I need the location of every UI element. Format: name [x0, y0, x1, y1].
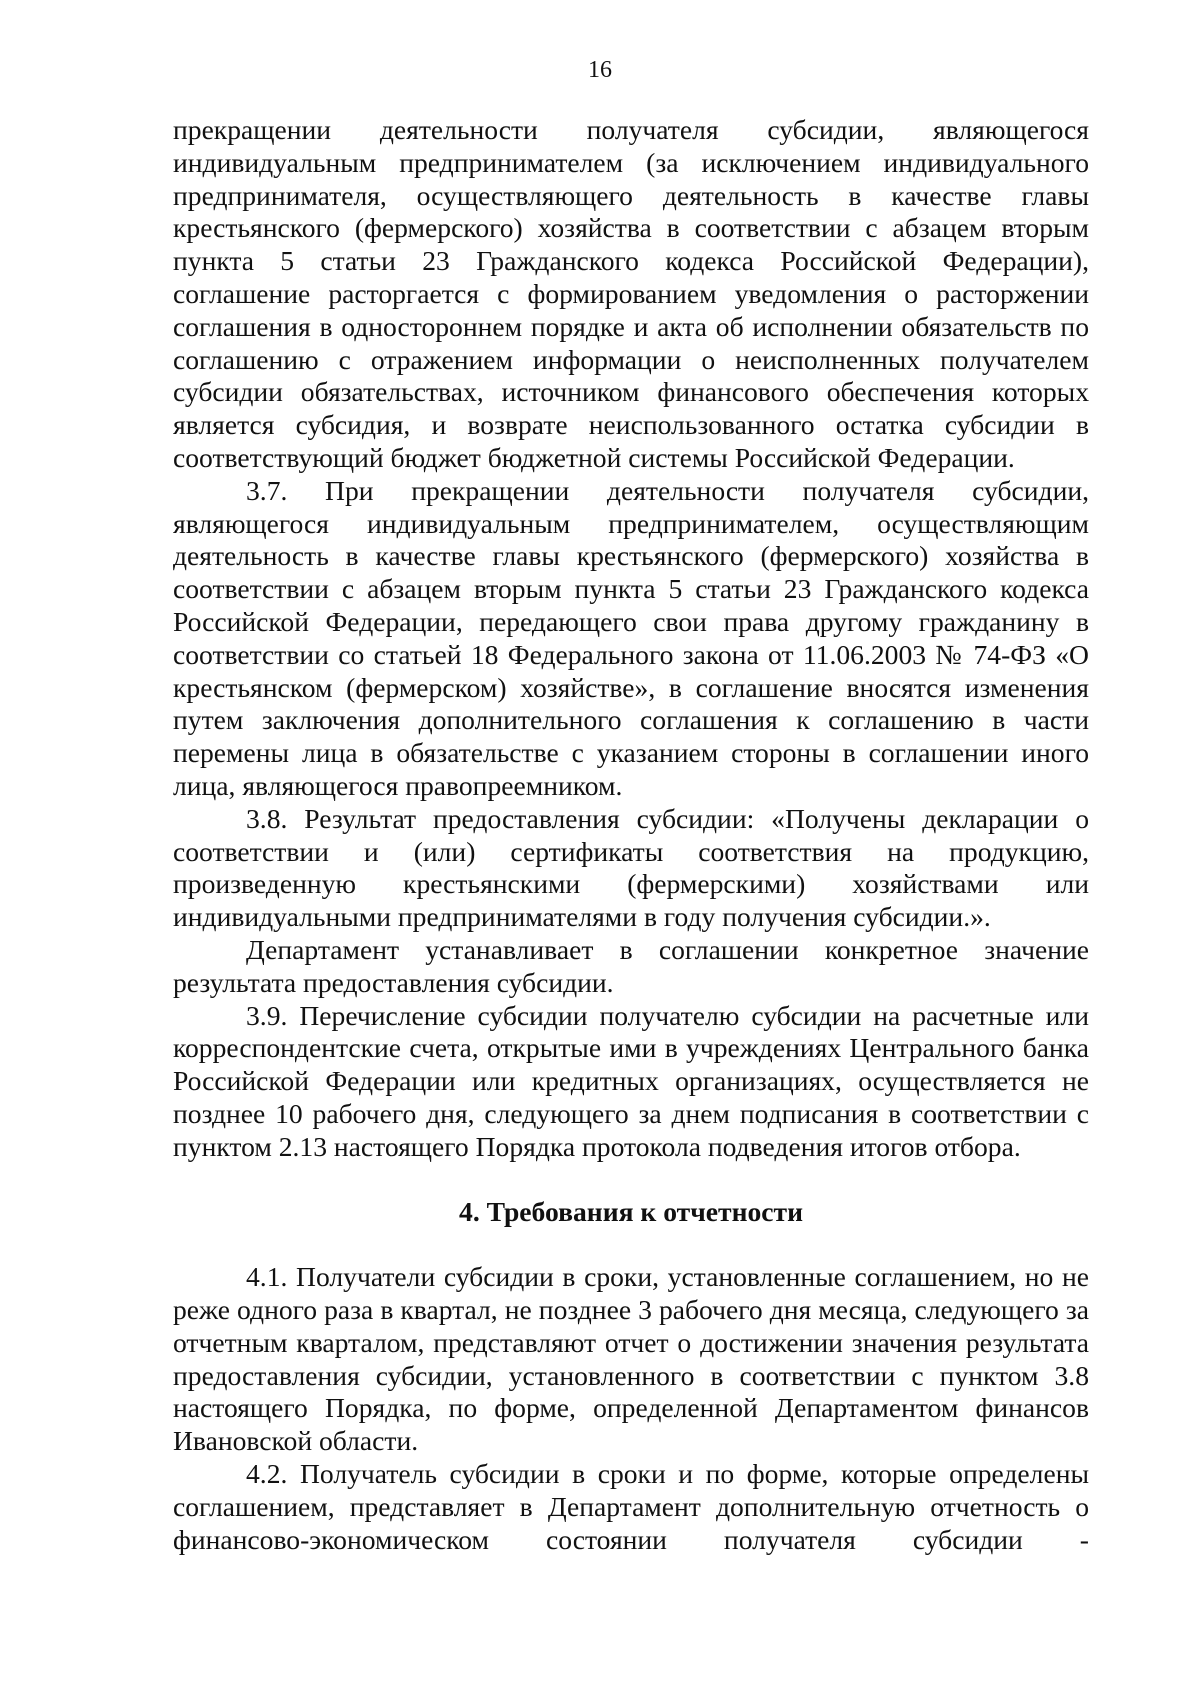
paragraph-continuation: прекращении деятельности получателя субсидии, являющегося индивидуальным предпринимателем (за исключением индивидуального предпринимателя, осуществляющего деятельность в качестве главы крестьянского (фермерского) хозяйства в соответствии с абзацем вторым пункта 5 статьи 23 Гражданского кодекса Российской Федерации), соглашение расторгается с формированием уведомления о расторжении соглашения в одностороннем порядке и акта об исполнении обязательств по соглашению с отражением информации о неисполненных получателем субсидии обязательствах, источником финансового обеспечения которых является субсидия, и возврате неиспользованного остатка субсидии в соответствующий бюджет бюджетной системы Российской Федерации. — [173, 114, 1089, 473]
document-body — [173, 114, 1089, 1556]
paragraph-4-1: 4.1. Получатели субсидии в сроки, установленные соглашением, но не реже одного раза в квартал, не позднее 3 рабочего дня месяца, следующего за отчетным кварталом, представляют отчет о достижении значения результата предоставления субсидии, установленного в соответствии с пунктом 3.8 настоящего Порядка, по форме, определенной Департаментом финансов Ивановской области. — [173, 1261, 1089, 1457]
paragraph-3-8-department: Департамент устанавливает в соглашении конкретное значение результата предоставления субсидии. — [173, 933, 1089, 998]
paragraph-3-8: 3.8. Результат предоставления субсидии: «Получены декларации о соответствии и (или) сертификаты соответствия на продукцию, произведенную крестьянскими (фермерскими) хозяйствами или индивидуальными предпринимателями в году получения субсидии.». — [173, 802, 1089, 933]
paragraph-3-7: 3.7. При прекращении деятельности получателя субсидии, являющегося индивидуальным предпринимателем, осуществляющим деятельность в качестве главы крестьянского (фермерского) хозяйства в соответствии с абзацем вторым пункта 5 статьи 23 Гражданского кодекса Российской Федерации, передающего свои права другому гражданину в соответствии со статьей 18 Федерального закона от 11.06.2003 № 74-ФЗ «О крестьянском (фермерском) хозяйстве», в соглашение вносятся изменения путем заключения дополнительного соглашения к соглашению в части перемены лица в обязательстве с указанием стороны в соглашении иного лица, являющегося правопреемником. — [173, 474, 1089, 801]
page-number: 16 — [588, 57, 612, 83]
paragraph-4-2: 4.2. Получатель субсидии в сроки и по форме, которые определены соглашением, представляет в Департамент дополнительную отчетность о финансово-экономическом состоянии получателя субсидии - — [173, 1458, 1089, 1555]
paragraph-3-9: 3.9. Перечисление субсидии получателю субсидии на расчетные или корреспондентские счета, открытые ими в учреждениях Центрального банка Российской Федерации или кредитных организациях, осуществляется не позднее 10 рабочего дня, следующего за днем подписания в соответствии с пунктом 2.13 настоящего Порядка протокола подведения итогов отбора. — [173, 999, 1089, 1162]
section-heading-reporting: 4. Требования к отчетности — [459, 1195, 803, 1227]
